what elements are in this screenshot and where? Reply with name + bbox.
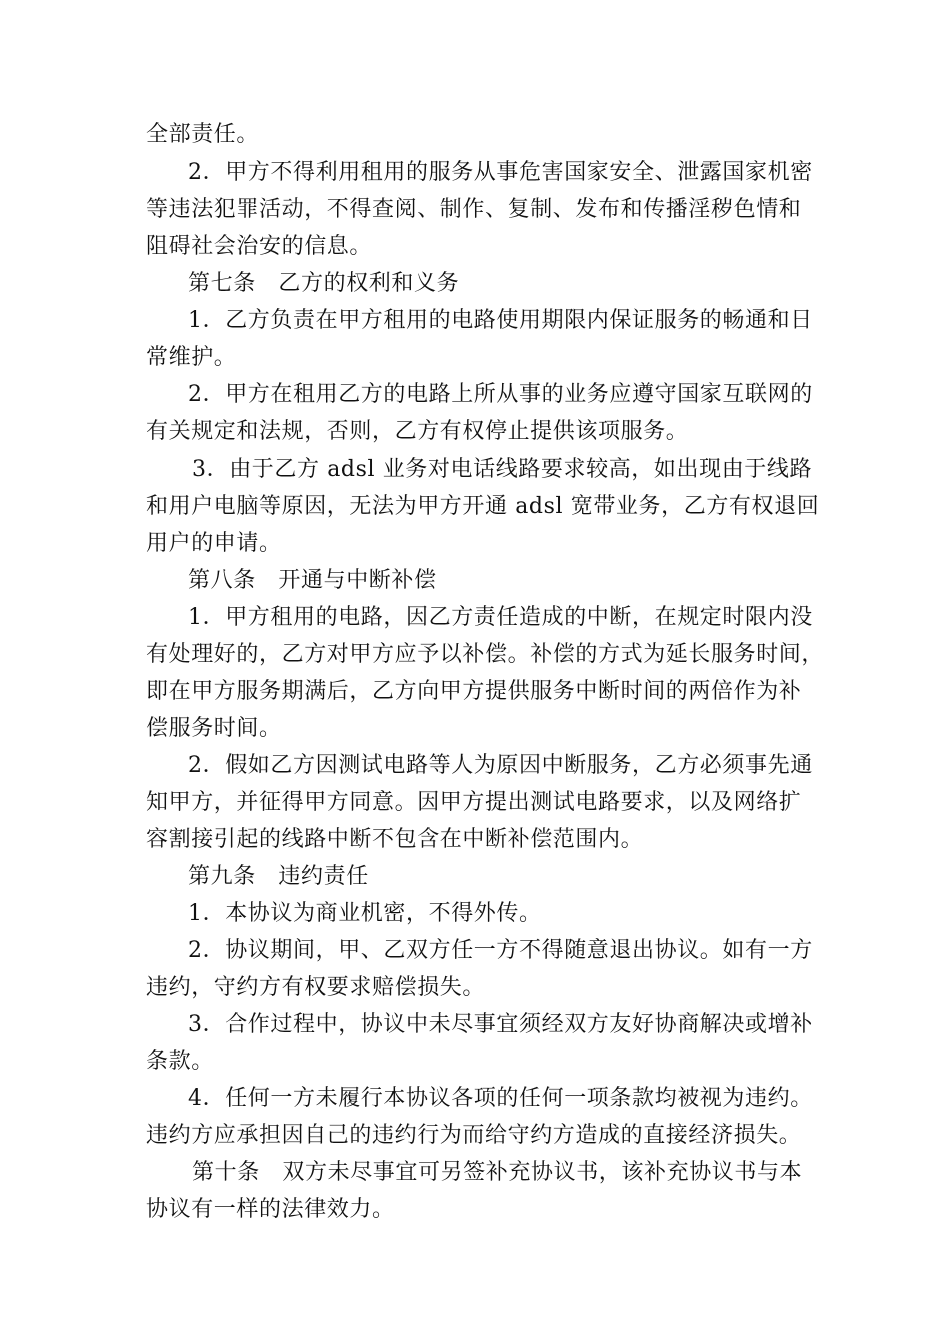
text-line: 知甲方，并征得甲方同意。因甲方提出测试电路要求，以及网络扩 — [146, 790, 802, 815]
article-heading: 第八条 开通与中断补偿 — [188, 568, 437, 593]
text-line: 用户的申请。 — [146, 531, 282, 556]
text-line: 1．本协议为商业机密，不得外传。 — [188, 901, 542, 926]
text-line: 条款。 — [146, 1049, 214, 1074]
text-line: 即在甲方服务期满后，乙方向甲方提供服务中断时间的两倍作为补 — [146, 679, 802, 704]
text-line: 2．协议期间，甲、乙双方任一方不得随意退出协议。如有一方 — [188, 938, 813, 963]
text-line: 4．任何一方未履行本协议各项的任何一项条款均被视为违约。 — [188, 1086, 813, 1111]
text-line: 3．合作过程中，协议中未尽事宜须经双方友好协商解决或增补 — [188, 1012, 813, 1037]
text-line: 等违法犯罪活动，不得查阅、制作、复制、发布和传播淫秽色情和 — [146, 197, 802, 222]
text-line: 协议有一样的法律效力。 — [146, 1197, 395, 1222]
article-heading: 第九条 违约责任 — [188, 864, 369, 889]
text-line: 2．假如乙方因测试电路等人为原因中断服务，乙方必须事先通 — [188, 753, 813, 778]
text-line: 和用户电脑等原因，无法为甲方开通 adsl 宽带业务，乙方有权退回 — [146, 494, 820, 519]
text-line: 违约，守约方有权要求赔偿损失。 — [146, 975, 486, 1000]
text-line: 偿服务时间。 — [146, 716, 282, 741]
text-line: 1．乙方负责在甲方租用的电路使用期限内保证服务的畅通和日 — [188, 308, 813, 333]
text-line: 阻碍社会治安的信息。 — [146, 234, 373, 259]
text-line: 常维护。 — [146, 345, 237, 370]
text-line: 2．甲方在租用乙方的电路上所从事的业务应遵守国家互联网的 — [188, 382, 813, 407]
text-line: 有处理好的，乙方对甲方应予以补偿。补偿的方式为延长服务时间， — [146, 642, 825, 667]
text-line: 2．甲方不得利用租用的服务从事危害国家安全、泄露国家机密 — [188, 160, 813, 185]
text-line: 全部责任。 — [146, 122, 260, 147]
text-line: 1．甲方租用的电路，因乙方责任造成的中断，在规定时限内没 — [188, 605, 813, 630]
text-line: 违约方应承担因自己的违约行为而给守约方造成的直接经济损失。 — [146, 1123, 802, 1148]
article-heading: 第十条 双方未尽事宜可另签补充协议书，该补充协议书与本 — [192, 1160, 803, 1185]
article-heading: 第七条 乙方的权利和义务 — [188, 271, 460, 296]
text-line: 3．由于乙方 adsl 业务对电话线路要求较高，如出现由于线路 — [192, 457, 813, 482]
text-line: 有关规定和法规，否则，乙方有权停止提供该项服务。 — [146, 419, 689, 444]
text-line: 容割接引起的线路中断不包含在中断补偿范围内。 — [146, 827, 644, 852]
